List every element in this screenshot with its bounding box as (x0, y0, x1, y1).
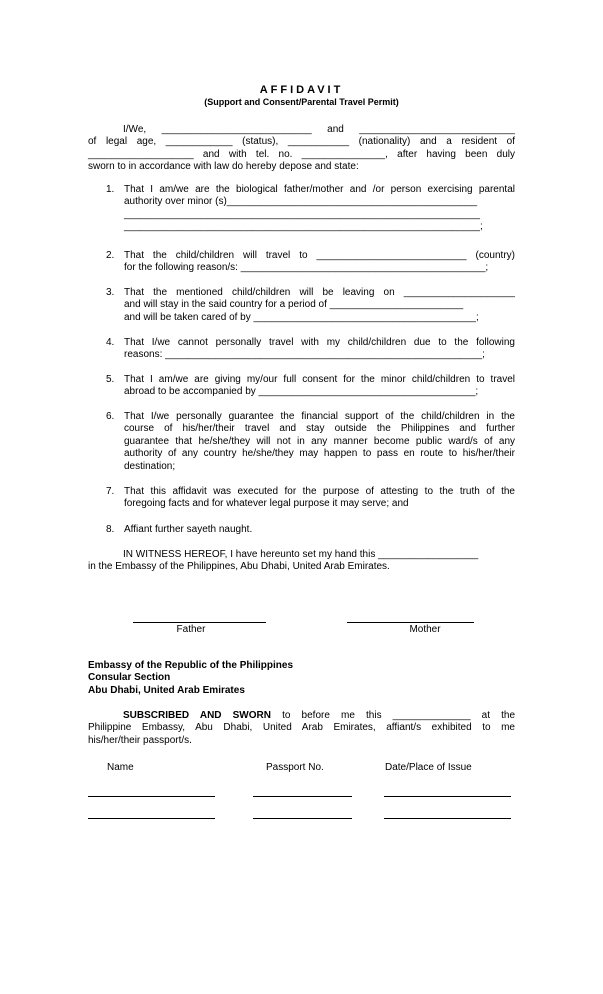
numbered-item-2 (124, 250, 515, 275)
date-place-field-line-1[interactable] (384, 796, 511, 797)
item-number-2: 2. (106, 250, 115, 261)
embassy-block (88, 660, 515, 697)
item-6-line-3: guarantee that he/she/they will not in any manner become public ward/s of any (124, 435, 515, 447)
intro-line-4: sworn to in accordance with law do hereby depose and state: (88, 161, 359, 173)
passport-no-field-line-1[interactable] (253, 796, 352, 797)
numbered-item-1 (124, 184, 515, 234)
witness-line-1: IN WITNESS HEREOF, I have hereunto set my hand this __________________ (123, 549, 479, 560)
item-7-line-2: foregoing facts and for whatever legal purpose it may serve; and (124, 498, 409, 510)
item-number-3: 3. (106, 287, 115, 298)
numbered-item-6 (124, 411, 515, 473)
item-2-line-2: for the following reason/s: ____________________________________________; (124, 262, 489, 274)
item-number-7: 7. (106, 486, 115, 497)
subscribed-line-2: Philippine Embassy, Abu Dhabi, United Arab Emirates, affiant/s exhibited to me (88, 722, 515, 734)
item-6-line-1: That I/we personally guarantee the financial support of the child/children in the (124, 411, 515, 422)
item-number-6: 6. (106, 411, 115, 422)
item-8-line-1: Affiant further sayeth naught. (124, 524, 253, 535)
witness-line-2: in the Embassy of the Philippines, Abu Dhabi, United Arab Emirates. (88, 561, 390, 573)
passport-no-field-line-2[interactable] (253, 818, 352, 819)
item-number-5: 5. (106, 374, 115, 385)
item-1-line-3: ________________________________________________________________ (124, 208, 480, 220)
mother-label: Mother (409, 624, 441, 635)
column-header-name: Name (107, 762, 134, 773)
item-7-line-1: That this affidavit was executed for the purpose of attesting to the truth of the (124, 486, 515, 497)
document-title: AFFIDAVIT (259, 84, 344, 96)
witness-paragraph (88, 549, 515, 574)
intro-line-1: I/We, ___________________________ and ____________________________ (123, 124, 515, 135)
subscribed-paragraph (88, 710, 515, 747)
father-label: Father (176, 624, 206, 635)
mother-signature-line (347, 622, 474, 623)
item-3-line-1: That the mentioned child/children will be leaving on ____________________ (124, 287, 515, 298)
item-2-line-1: That the child/children will travel to ___________________________ (country) (124, 250, 515, 261)
intro-paragraph (88, 124, 515, 174)
item-1-line-2: authority over minor (s)_____________________________________________ (124, 196, 478, 208)
item-number-4: 4. (106, 337, 115, 348)
numbered-item-8 (124, 524, 515, 536)
column-header-date-place: Date/Place of Issue (385, 762, 472, 773)
item-3-line-3: and will be taken cared of by ________________________________________; (124, 311, 479, 323)
item-3-line-2: and will stay in the said country for a period of ________________________ (124, 299, 464, 311)
numbered-item-3 (124, 287, 515, 324)
item-6-line-5: destination; (124, 460, 176, 472)
column-header-passport-no: Passport No. (266, 762, 324, 773)
item-6-line-2: course of his/her/their travel and stay outside the Philippines and further (124, 423, 515, 435)
embassy-line-1: Embassy of the Republic of the Philippines (88, 660, 294, 671)
numbered-item-4 (124, 337, 515, 362)
name-field-line-1[interactable] (88, 796, 215, 797)
item-1-line-1: That I am/we are the biological father/mother and /or person exercising parental (124, 184, 515, 195)
father-signature-line (133, 622, 266, 623)
intro-line-3: ___________________ and with tel. no. _______________, after having been duly (88, 148, 515, 160)
numbered-item-7 (124, 486, 515, 511)
item-5-line-2: abroad to be accompanied by _______________________________________; (124, 386, 479, 398)
item-number-1: 1. (106, 184, 115, 195)
subscribed-line-1-rest: to before me this ______________ at the (282, 710, 516, 721)
item-6-line-4: authority of any country he/she/they may happen to pass en route to his/her/their (124, 448, 515, 460)
date-place-field-line-2[interactable] (384, 818, 511, 819)
item-4-line-1: That I/we cannot personally travel with my child/children due to the following (124, 337, 515, 348)
intro-line-2: of legal age, ____________ (status), ___________ (nationality) and a resident of (88, 136, 515, 148)
subscribed-line-1 (88, 710, 515, 722)
item-1-line-4: ________________________________________________________________; (124, 221, 483, 233)
name-field-line-2[interactable] (88, 818, 215, 819)
subscribed-bold: SUBSCRIBED AND SWORN (123, 710, 271, 721)
document-subtitle: (Support and Consent/Parental Travel Permit) (204, 97, 399, 107)
item-4-line-2: reasons: _________________________________________________________; (124, 349, 485, 361)
subscribed-line-3: his/her/their passport/s. (88, 734, 192, 746)
item-number-8: 8. (106, 524, 115, 535)
numbered-item-5 (124, 374, 515, 399)
embassy-line-2: Consular Section (88, 672, 171, 684)
embassy-line-3: Abu Dhabi, United Arab Emirates (88, 684, 245, 696)
item-5-line-1: That I am/we are giving my/our full consent for the minor child/children to travel (124, 374, 515, 385)
